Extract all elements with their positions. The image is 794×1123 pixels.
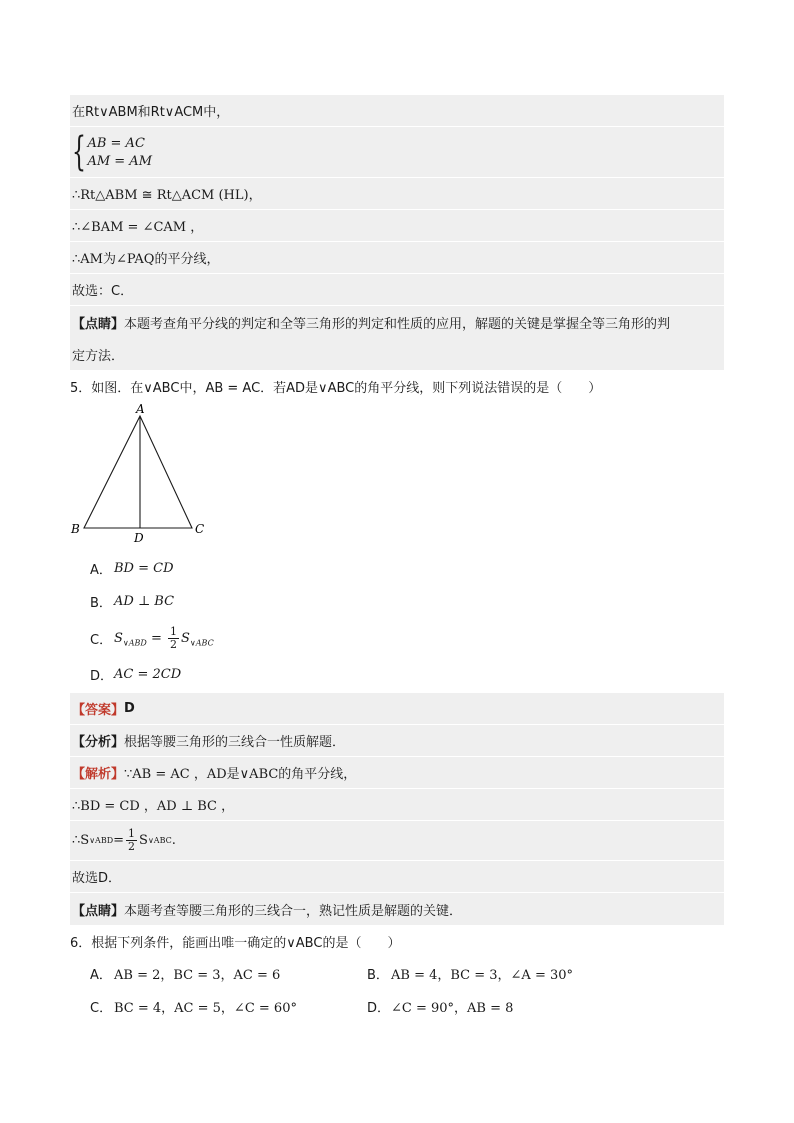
system-top: AB = AC <box>87 135 145 151</box>
q6-option-d[interactable] <box>347 990 624 1023</box>
q5-solution-3: ∴S ∨ABD = $\frac{1}{2}$ S ∨ABC . <box>70 821 724 861</box>
proof-line-6: 故选：C． <box>70 274 724 306</box>
proof-line-1: 在Rt∨ABM和Rt∨ACM中， <box>70 95 724 127</box>
comment-text: 本题考查等腰三角形的三线合一，熟记性质是解题的关键． <box>124 903 463 919</box>
option-text: AB = 4，BC = 3，∠A = 30° <box>391 968 574 983</box>
analysis-tag: 【分析】 <box>72 735 125 750</box>
option-text: AC = 2CD <box>114 667 182 682</box>
q6-options-row-1 <box>70 957 724 990</box>
q5-figure <box>70 402 724 552</box>
analysis-text: 根据等腰三角形的三线合一性质解题． <box>124 735 346 750</box>
label-a: A <box>136 402 145 416</box>
q5-option-c[interactable] <box>70 618 724 658</box>
proof-line-3: ∴Rt△ABM ≅ Rt△ACM (HL)， <box>70 178 724 210</box>
solution-tag: 【解析】 <box>72 767 125 782</box>
q5-comment <box>70 893 724 925</box>
q5-choose: 故选D． <box>70 861 724 893</box>
q5-option-d[interactable] <box>70 658 724 691</box>
q5-solution-2: ∴BD = CD ，AD ⊥ BC ， <box>70 789 724 821</box>
q5-answer <box>70 693 724 725</box>
solution-text: ∵AB = AC ，AD是∨ABC的角平分线， <box>124 767 357 782</box>
q5-solution-1 <box>70 757 724 789</box>
answer-tag: 【答案】 <box>72 703 125 718</box>
q6-title: 6．根据下列条件，能画出唯一确定的∨ABC的是（ ） <box>70 935 401 951</box>
option-text: BC = 4，AC = 5，∠C = 60° <box>114 1001 297 1016</box>
triangle-figure <box>70 402 230 552</box>
option-text: AB = 2，BC = 3，AC = 6 <box>114 968 281 983</box>
q5-analysis <box>70 725 724 757</box>
label-c: C <box>195 522 205 536</box>
proof-system <box>70 127 724 178</box>
triangle-abc <box>84 416 192 528</box>
comment-tag: 【点睛】 <box>72 903 125 919</box>
label-d: D <box>134 531 144 545</box>
document-page <box>70 95 724 1023</box>
q6-options-row-2 <box>70 990 724 1023</box>
option-label: D． <box>90 669 114 684</box>
q6-option-c[interactable] <box>70 990 347 1023</box>
proof-comment-2: 定方法． <box>72 348 125 364</box>
option-text: ∠C = 90°，AB = 8 <box>391 1001 514 1016</box>
proof-comment-1 <box>70 306 724 338</box>
option-text: AD ⊥ BC <box>114 594 175 609</box>
option-text: BD = CD <box>114 561 174 576</box>
proof-line-4: ∴∠BAM = ∠CAM ， <box>70 210 724 242</box>
q5-option-a[interactable] <box>70 552 724 585</box>
option-label: B． <box>367 968 389 983</box>
q6-option-a[interactable] <box>70 957 347 990</box>
q5-title: 5．如图．在∨ABC中，AB = AC．若AD是∨ABC的角平分线，则下列说法错误的是（ ） <box>70 380 602 396</box>
system-bottom: AM = AM <box>87 153 153 169</box>
option-label: B． <box>90 596 112 611</box>
q6-option-b[interactable] <box>347 957 624 990</box>
comment-text: 本题考查角平分线的判定和全等三角形的判定和性质的应用，解题的关键是掌握全等三角形的判 <box>124 316 671 332</box>
option-label: A． <box>90 563 112 578</box>
proof-block <box>70 95 724 370</box>
q5-explanation <box>70 693 724 925</box>
proof-line-5: ∴AM为∠PAQ的平分线， <box>70 242 724 274</box>
comment-tag: 【点睛】 <box>72 316 125 332</box>
option-label: C． <box>90 1001 113 1016</box>
left-brace-icon: { <box>72 129 86 175</box>
answer-value: D <box>124 701 135 716</box>
label-b: B <box>71 522 80 536</box>
option-text: $S_{\vee ABD}$ = $\frac{1}{2}$ $S_{\vee ABC}$ <box>114 624 214 651</box>
option-label: C． <box>90 632 113 648</box>
q5-option-b[interactable] <box>70 585 724 618</box>
option-label: A． <box>90 968 112 983</box>
option-label: D． <box>367 1001 391 1016</box>
